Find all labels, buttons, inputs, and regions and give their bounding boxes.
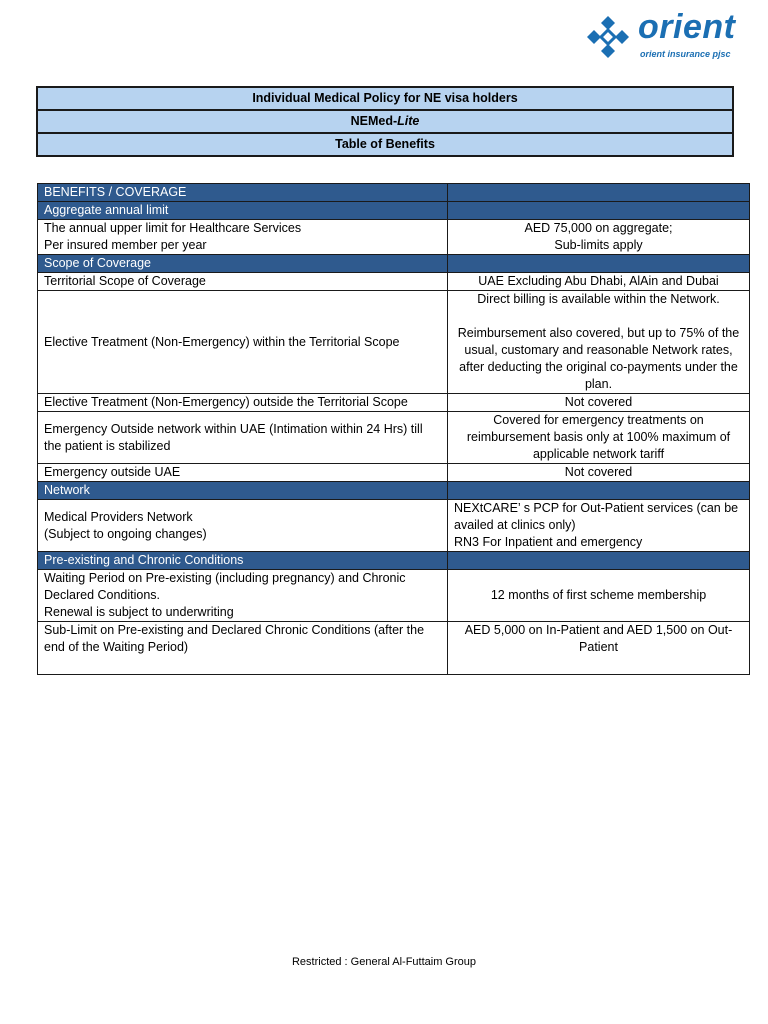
logo-wordmark: orient — [638, 8, 736, 46]
section-title: Scope of Coverage — [38, 255, 448, 273]
policy-title: Individual Medical Policy for NE visa holders — [38, 88, 732, 111]
section-value-cell — [448, 184, 750, 202]
restriction-footer: Restricted : General Al-Futtaim Group — [291, 956, 476, 968]
section-header-row — [38, 255, 750, 273]
benefit-value: Not covered — [448, 464, 750, 482]
section-title: Aggregate annual limit — [38, 202, 448, 220]
benefit-value: Direct billing is available within the Network. Reimbursement also covered, but up to 75% of the usual, customary and reasonable Network rates, after deducting the original co-payments under the plan. — [448, 291, 750, 394]
policy-title-block — [36, 86, 734, 157]
benefit-label: Territorial Scope of Coverage — [38, 273, 448, 291]
benefit-value: Covered for emergency treatments on reimbursement basis only at 100% maximum of applicable network tariff — [448, 412, 750, 464]
plan-name-variant: Lite — [397, 114, 420, 128]
plan-name — [38, 111, 732, 134]
benefit-row — [38, 273, 750, 291]
section-header-row — [38, 184, 750, 202]
benefit-row — [38, 220, 750, 255]
benefit-label: Elective Treatment (Non-Emergency) within the Territorial Scope — [38, 291, 448, 394]
benefit-value: UAE Excluding Abu Dhabi, AlAin and Dubai — [448, 273, 750, 291]
benefit-value: 12 months of first scheme membership — [448, 570, 750, 622]
benefit-label: Medical Providers Network (Subject to ongoing changes) — [38, 500, 448, 552]
benefit-label: Waiting Period on Pre-existing (including pregnancy) and Chronic Declared Conditions. Renewal is subject to underwriting — [38, 570, 448, 622]
section-header-row — [38, 202, 750, 220]
orient-diamond-icon — [584, 14, 636, 58]
section-value-cell — [448, 552, 750, 570]
section-value-cell — [448, 202, 750, 220]
benefit-label: The annual upper limit for Healthcare Services Per insured member per year — [38, 220, 448, 255]
section-title: BENEFITS / COVERAGE — [38, 184, 448, 202]
benefit-value: Not covered — [448, 394, 750, 412]
benefit-row — [38, 394, 750, 412]
logo-tagline: orient insurance pjsc — [640, 49, 731, 59]
benefits-table — [37, 183, 750, 675]
benefit-value: NEXtCARE’ s PCP for Out-Patient services (can be availed at clinics only) RN3 For Inpatient and emergency — [448, 500, 750, 552]
section-value-cell — [448, 482, 750, 500]
benefit-value: AED 5,000 on In-Patient and AED 1,500 on Out-Patient — [448, 622, 750, 675]
benefit-row — [38, 291, 750, 394]
section-value-cell — [448, 255, 750, 273]
table-of-benefits-heading: Table of Benefits — [38, 134, 732, 155]
section-title: Pre-existing and Chronic Conditions — [38, 552, 448, 570]
benefit-row — [38, 570, 750, 622]
benefit-row — [38, 622, 750, 675]
benefit-row — [38, 500, 750, 552]
benefit-label: Elective Treatment (Non-Emergency) outside the Territorial Scope — [38, 394, 448, 412]
section-header-row — [38, 552, 750, 570]
benefit-label: Emergency outside UAE — [38, 464, 448, 482]
benefit-value: AED 75,000 on aggregate; Sub-limits apply — [448, 220, 750, 255]
benefit-row — [38, 464, 750, 482]
benefit-label: Sub-Limit on Pre-existing and Declared Chronic Conditions (after the end of the Waiting Period) — [38, 622, 448, 675]
section-header-row — [38, 482, 750, 500]
orient-logo — [584, 8, 754, 64]
plan-name-main: NEMed- — [350, 114, 398, 128]
benefit-row — [38, 412, 750, 464]
benefit-label: Emergency Outside network within UAE (Intimation within 24 Hrs) till the patient is stabilized — [38, 412, 448, 464]
section-title: Network — [38, 482, 448, 500]
